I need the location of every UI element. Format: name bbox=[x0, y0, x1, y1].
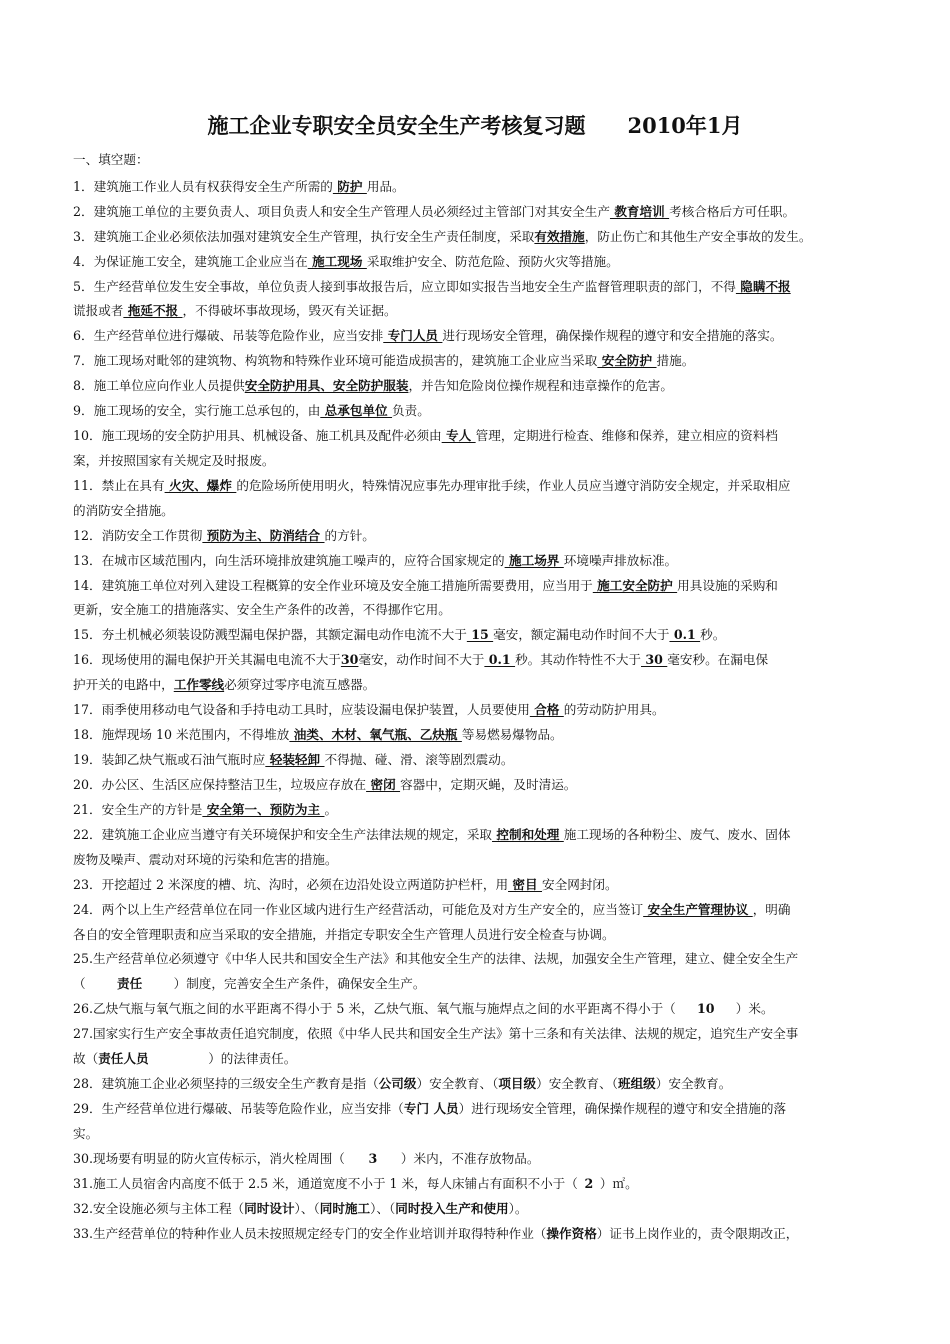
answer-blank: 同时设计 bbox=[244, 1201, 295, 1216]
question-2: 2．建筑施工单位的主要负责人、项目负责人和安全生产管理人员必须经过主管部门对其安全生产 教育培训 考核合格后方可任职。 bbox=[73, 204, 796, 219]
question-23: 23．开挖超过 2 米深度的槽、坑、沟时，必须在边沿处设立两道防护栏杆，用 密目 安全网封闭。 bbox=[73, 877, 618, 892]
section-heading: 一、填空题： bbox=[73, 152, 149, 167]
question-27-cont: 故（责任人员 ）的法律责任。 bbox=[73, 1049, 296, 1069]
question-9: 9．施工现场的安全，实行施工总承包的，由 总承包单位 负责。 bbox=[73, 403, 430, 418]
answer-blank: 项目级 bbox=[498, 1076, 537, 1091]
question-13: 13．在城市区域范围内，向生活环境排放建筑施工噪声的，应符合国家规定的 施工场界 环境噪声排放标准。 bbox=[73, 553, 678, 568]
question-16-cont: 护开关的电路中，工作零线必须穿过零序电流互感器。 bbox=[73, 677, 376, 692]
question-31: 31.施工人员宿舍内高度不低于 2.5 米，通道宽度不小于 1 米，每人床铺占有面积不小于（ 2 ）㎡。 bbox=[73, 1174, 638, 1194]
question-27: 27.国家实行生产安全事故责任追究制度，依照《中华人民共和国安全生产法》第十三条和有关法律、法规的规定，追究生产安全事 bbox=[73, 1026, 799, 1041]
question-14-cont: 更新，安全施工的措施落实、安全生产条件的改善，不得挪作它用。 bbox=[73, 602, 451, 617]
answer-blank: 0.1 bbox=[669, 627, 701, 642]
answer-blank: 操作资格 bbox=[546, 1226, 597, 1241]
answer-blank: 安全第一、预防为主 bbox=[202, 802, 325, 817]
answer-blank: 工作零线 bbox=[173, 677, 225, 692]
question-1: 1．建筑施工作业人员有权获得安全生产所需的 防护 用品。 bbox=[73, 179, 405, 194]
answer-blank: 拖延不报 bbox=[123, 303, 183, 318]
answer-blank: 2 bbox=[584, 1176, 594, 1191]
answer-blank: 安全防护 bbox=[597, 353, 657, 368]
question-30: 30.现场要有明显的防火宣传标示，消火栓周围（3）米内，不准存放物品。 bbox=[73, 1149, 539, 1169]
question-24: 24．两个以上生产经营单位在同一作业区域内进行生产经营活动，可能危及对方生产安全的，应当签订 安全生产管理协议 ，明确 bbox=[73, 902, 791, 917]
question-20: 20．办公区、生活区应保持整洁卫生，垃圾应存放在 密闭 容器中，定期灭蝇，及时清运。 bbox=[73, 777, 577, 792]
answer-blank: 密目 bbox=[508, 877, 543, 892]
answer-blank: 专人 bbox=[441, 428, 476, 443]
page-title bbox=[0, 112, 950, 140]
answer-blank: 安全生产管理协议 bbox=[643, 902, 753, 917]
answer-blank: 0.1 bbox=[484, 652, 516, 667]
question-25-cont: （责任）制度，完善安全生产条件，确保安全生产。 bbox=[73, 974, 425, 994]
answer-blank: 有效措施 bbox=[534, 229, 585, 244]
answer-blank: 专门人员 bbox=[383, 328, 443, 343]
answer-blank: 施工安全防护 bbox=[592, 578, 678, 593]
answer-blank: 同时投入生产和使用 bbox=[395, 1201, 509, 1216]
answer-blank: 密闭 bbox=[366, 777, 401, 792]
question-24-cont: 各自的安全管理职责和应当采取的安全措施，并指定专职安全生产管理人员进行安全检查与协调。 bbox=[73, 927, 615, 942]
answer-blank: 施工场界 bbox=[504, 553, 564, 568]
question-26: 26.乙炔气瓶与氧气瓶之间的水平距离不得小于 5 米，乙炔气瓶、氧气瓶与施焊点之间的水平距离不得小于（10）米。 bbox=[73, 999, 774, 1019]
question-22-cont: 废物及噪声、震动对环境的污染和危害的措施。 bbox=[73, 852, 338, 867]
question-5-cont: 谎报或者 拖延不报 ，不得破坏事故现场，毁灭有关证据。 bbox=[73, 303, 397, 318]
question-10-cont: 案，并按照国家有关规定及时报废。 bbox=[73, 453, 275, 468]
answer-blank: 10 bbox=[697, 1001, 715, 1016]
answer-blank: 隐瞒不报 bbox=[735, 279, 791, 294]
question-29: 29．生产经营单位进行爆破、吊装等危险作业，应当安排（专门 人员）进行现场安全管理，确保操作规程的遵守和安全措施的落 bbox=[73, 1101, 787, 1116]
question-28: 28．建筑施工企业必须坚持的三级安全生产教育是指（公司级）安全教育、（项目级）安全教育、（班组级）安全教育。 bbox=[73, 1076, 732, 1091]
answer-blank: 安全防护用具、安全防护服装 bbox=[244, 378, 409, 393]
question-7: 7．施工现场对毗邻的建筑物、构筑物和特殊作业环境可能造成损害的，建筑施工企业应当采取 安全防护 措施。 bbox=[73, 353, 695, 368]
answer-blank: 控制和处理 bbox=[492, 827, 564, 842]
answer-blank: 施工现场 bbox=[307, 254, 367, 269]
question-3: 3．建筑施工企业必须依法加强对建筑安全生产管理，执行安全生产责任制度，采取有效措施，防止伤亡和其他生产安全事故的发生。 bbox=[73, 229, 812, 244]
answer-blank: 教育培训 bbox=[609, 204, 670, 219]
question-8: 8．施工单位应向作业人员提供安全防护用具、安全防护服装，并告知危险岗位操作规程和违章操作的危害。 bbox=[73, 378, 673, 393]
answer-blank: 责任 bbox=[117, 976, 143, 991]
answer-blank: 总承包单位 bbox=[320, 403, 393, 418]
answer-blank: 火灾、爆炸 bbox=[164, 478, 237, 493]
answer-blank: 防护 bbox=[332, 179, 367, 194]
question-6: 6．生产经营单位进行爆破、吊装等危险作业，应当安排 专门人员 进行现场安全管理，确保操作规程的遵守和安全措施的落实。 bbox=[73, 328, 783, 343]
question-14: 14．建筑施工单位对列入建设工程概算的安全作业环境及安全施工措施所需要费用，应当用于 施工安全防护 用具设施的采购和 bbox=[73, 578, 778, 593]
answer-blank: 轻装轻卸 bbox=[265, 752, 325, 767]
answer-blank: 合格 bbox=[529, 702, 564, 717]
answer-blank: 公司级 bbox=[378, 1076, 417, 1091]
question-22: 22．建筑施工企业应当遵守有关环境保护和安全生产法律法规的规定，采取 控制和处理 施工现场的各种粉尘、废气、废水、固体 bbox=[73, 827, 791, 842]
answer-blank: 班组级 bbox=[617, 1076, 656, 1091]
question-12: 12．消防安全工作贯彻 预防为主、防消结合 的方针。 bbox=[73, 528, 375, 543]
answer-blank: 30 bbox=[641, 652, 668, 667]
question-10: 10．施工现场的安全防护用具、机械设备、施工机具及配件必须由 专人 管理，定期进行检查、维修和保养，建立相应的资料档 bbox=[73, 428, 778, 443]
question-18: 18．施焊现场 10 米范围内，不得堆放 油类、木材、氧气瓶、乙炔瓶 等易燃易爆物品。 bbox=[73, 727, 563, 742]
question-25: 25.生产经营单位必须遵守《中华人民共和国安全生产法》和其他安全生产的法律、法规，加强安全生产管理，建立、健全安全生产 bbox=[73, 951, 799, 966]
question-21: 21．安全生产的方针是 安全第一、预防为主 。 bbox=[73, 802, 338, 817]
answer-blank: 专门 人员 bbox=[403, 1101, 459, 1116]
answer-blank: 同时施工 bbox=[319, 1201, 371, 1216]
title-date: 2010年1月 bbox=[627, 113, 743, 138]
question-11: 11．禁止在具有 火灾、爆炸 的危险场所使用明火，特殊情况应事先办理审批手续，作业人员应当遵守消防安全规定，并采取相应 bbox=[73, 478, 791, 493]
question-32: 32.安全设施必须与主体工程（同时设计）、（同时施工）、（同时投入生产和使用）。 bbox=[73, 1201, 528, 1216]
question-5: 5．生产经营单位发生安全事故，单位负责人接到事故报告后，应立即如实报告当地安全生产监督管理职责的部门，不得 隐瞒不报 bbox=[73, 279, 791, 294]
answer-blank: 15 bbox=[466, 627, 494, 642]
title-text: 施工企业专职安全员安全生产考核复习题 bbox=[207, 113, 586, 138]
question-29-cont: 实。 bbox=[73, 1126, 99, 1141]
answer-blank: 责任人员 bbox=[98, 1051, 149, 1066]
question-16: 16．现场使用的漏电保护开关其漏电电流不大于30毫安，动作时间不大于 0.1 秒。其动作特性不大于 30 毫安秒。在漏电保 bbox=[73, 652, 769, 667]
question-33: 33.生产经营单位的特种作业人员未按照规定经专门的安全作业培训并取得特种作业（操作资格）证书上岗作业的，责令限期改正， bbox=[73, 1226, 799, 1241]
answer-blank: 油类、木材、氧气瓶、乙炔瓶 bbox=[289, 727, 462, 742]
answer-blank: 3 bbox=[368, 1151, 378, 1166]
question-11-cont: 的消防安全措施。 bbox=[73, 503, 174, 518]
answer-blank: 30 bbox=[340, 652, 359, 667]
question-17: 17．雨季使用移动电气设备和手持电动工具时，应装设漏电保护装置，人员要使用 合格 的劳动防护用具。 bbox=[73, 702, 665, 717]
question-19: 19．装卸乙炔气瓶或石油气瓶时应 轻装轻卸 不得抛、碰、滑、滚等剧烈震动。 bbox=[73, 752, 514, 767]
question-15: 15．夯土机械必须装设防溅型漏电保护器，其额定漏电动作电流不大于 15 毫安，额定漏电动作时间不大于 0.1 秒。 bbox=[73, 627, 726, 642]
answer-blank: 预防为主、防消结合 bbox=[202, 528, 325, 543]
question-4: 4．为保证施工安全，建筑施工企业应当在 施工现场 采取维护安全、防范危险、预防火灾等措施。 bbox=[73, 254, 619, 269]
